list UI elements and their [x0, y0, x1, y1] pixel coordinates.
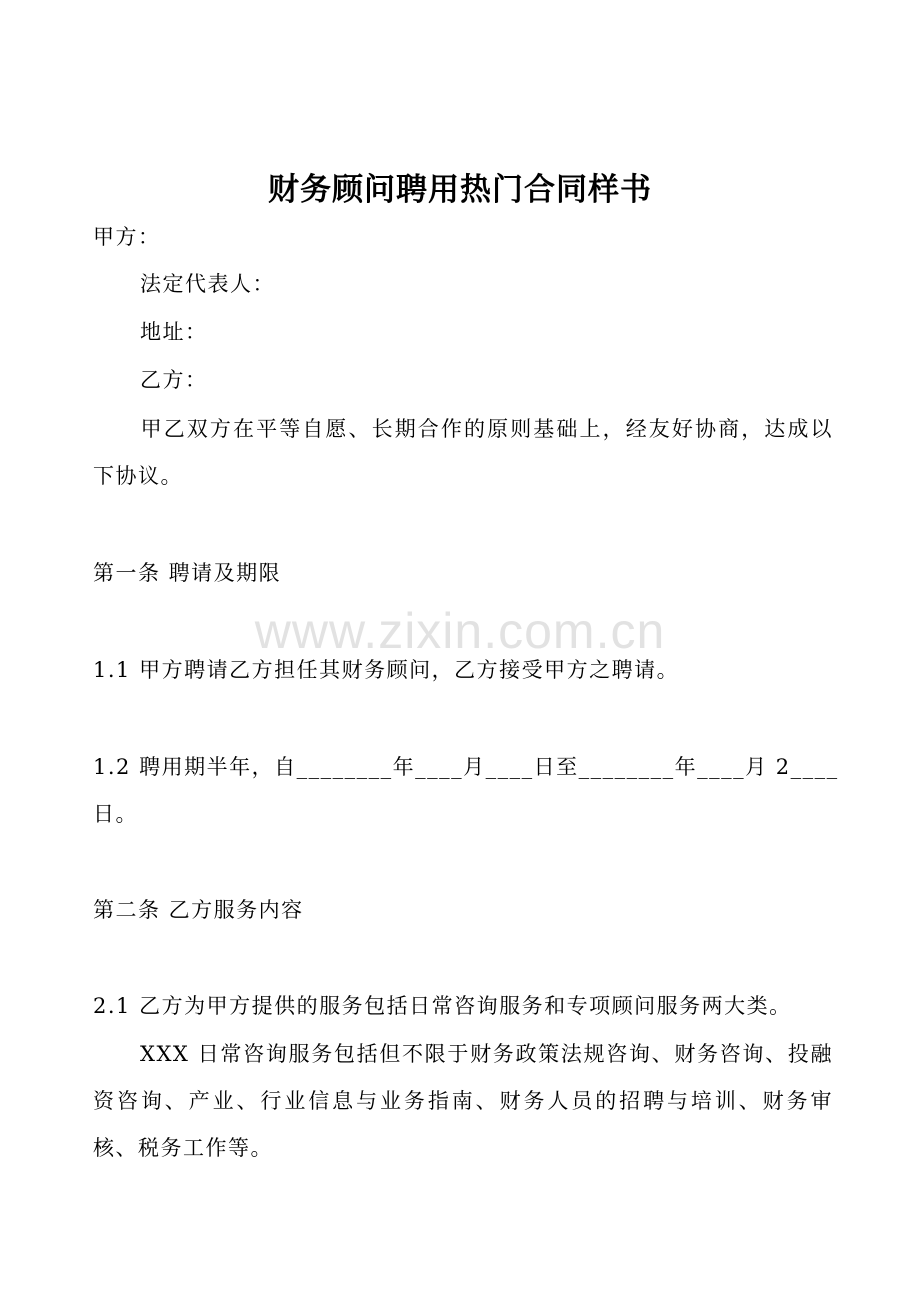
watermark-text: www.zixin.com.cn [254, 603, 666, 659]
clause-1-1: 1.1 甲方聘请乙方担任其财务顾问，乙方接受甲方之聘请。 [93, 658, 680, 682]
intro-paragraph [93, 406, 833, 500]
clause-1-2-line-1: 1.2 聘用期半年，自________年____月____日至________年____月 2____ [93, 755, 839, 779]
article-2-heading: 第二条 乙方服务内容 [93, 898, 304, 922]
clause-2-1: 2.1 乙方为甲方提供的服务包括日常咨询服务和专项顾问服务两大类。 [93, 994, 792, 1018]
article-1-heading: 第一条 聘请及期限 [93, 561, 282, 585]
daily-services-paragraph [93, 1031, 833, 1172]
document-title: 财务顾问聘用热门合同样书 [268, 172, 652, 208]
party-b-label: 乙方： [140, 368, 208, 392]
clause-1-2-line-2: 日。 [93, 802, 138, 826]
daily-services-text: XXX 日常咨询服务包括但不限于财务政策法规咨询、财务咨询、投融资咨询、产业、行业信息与业务指南、财务人员的招聘与培训、财务审核、税务工作等。 [93, 1042, 833, 1160]
address-label: 地址： [140, 320, 208, 344]
party-a-label: 甲方： [93, 225, 161, 249]
legal-representative-label: 法定代表人： [140, 272, 275, 296]
intro-text: 甲乙双方在平等自愿、长期合作的原则基础上，经友好协商，达成以下协议。 [93, 417, 833, 488]
